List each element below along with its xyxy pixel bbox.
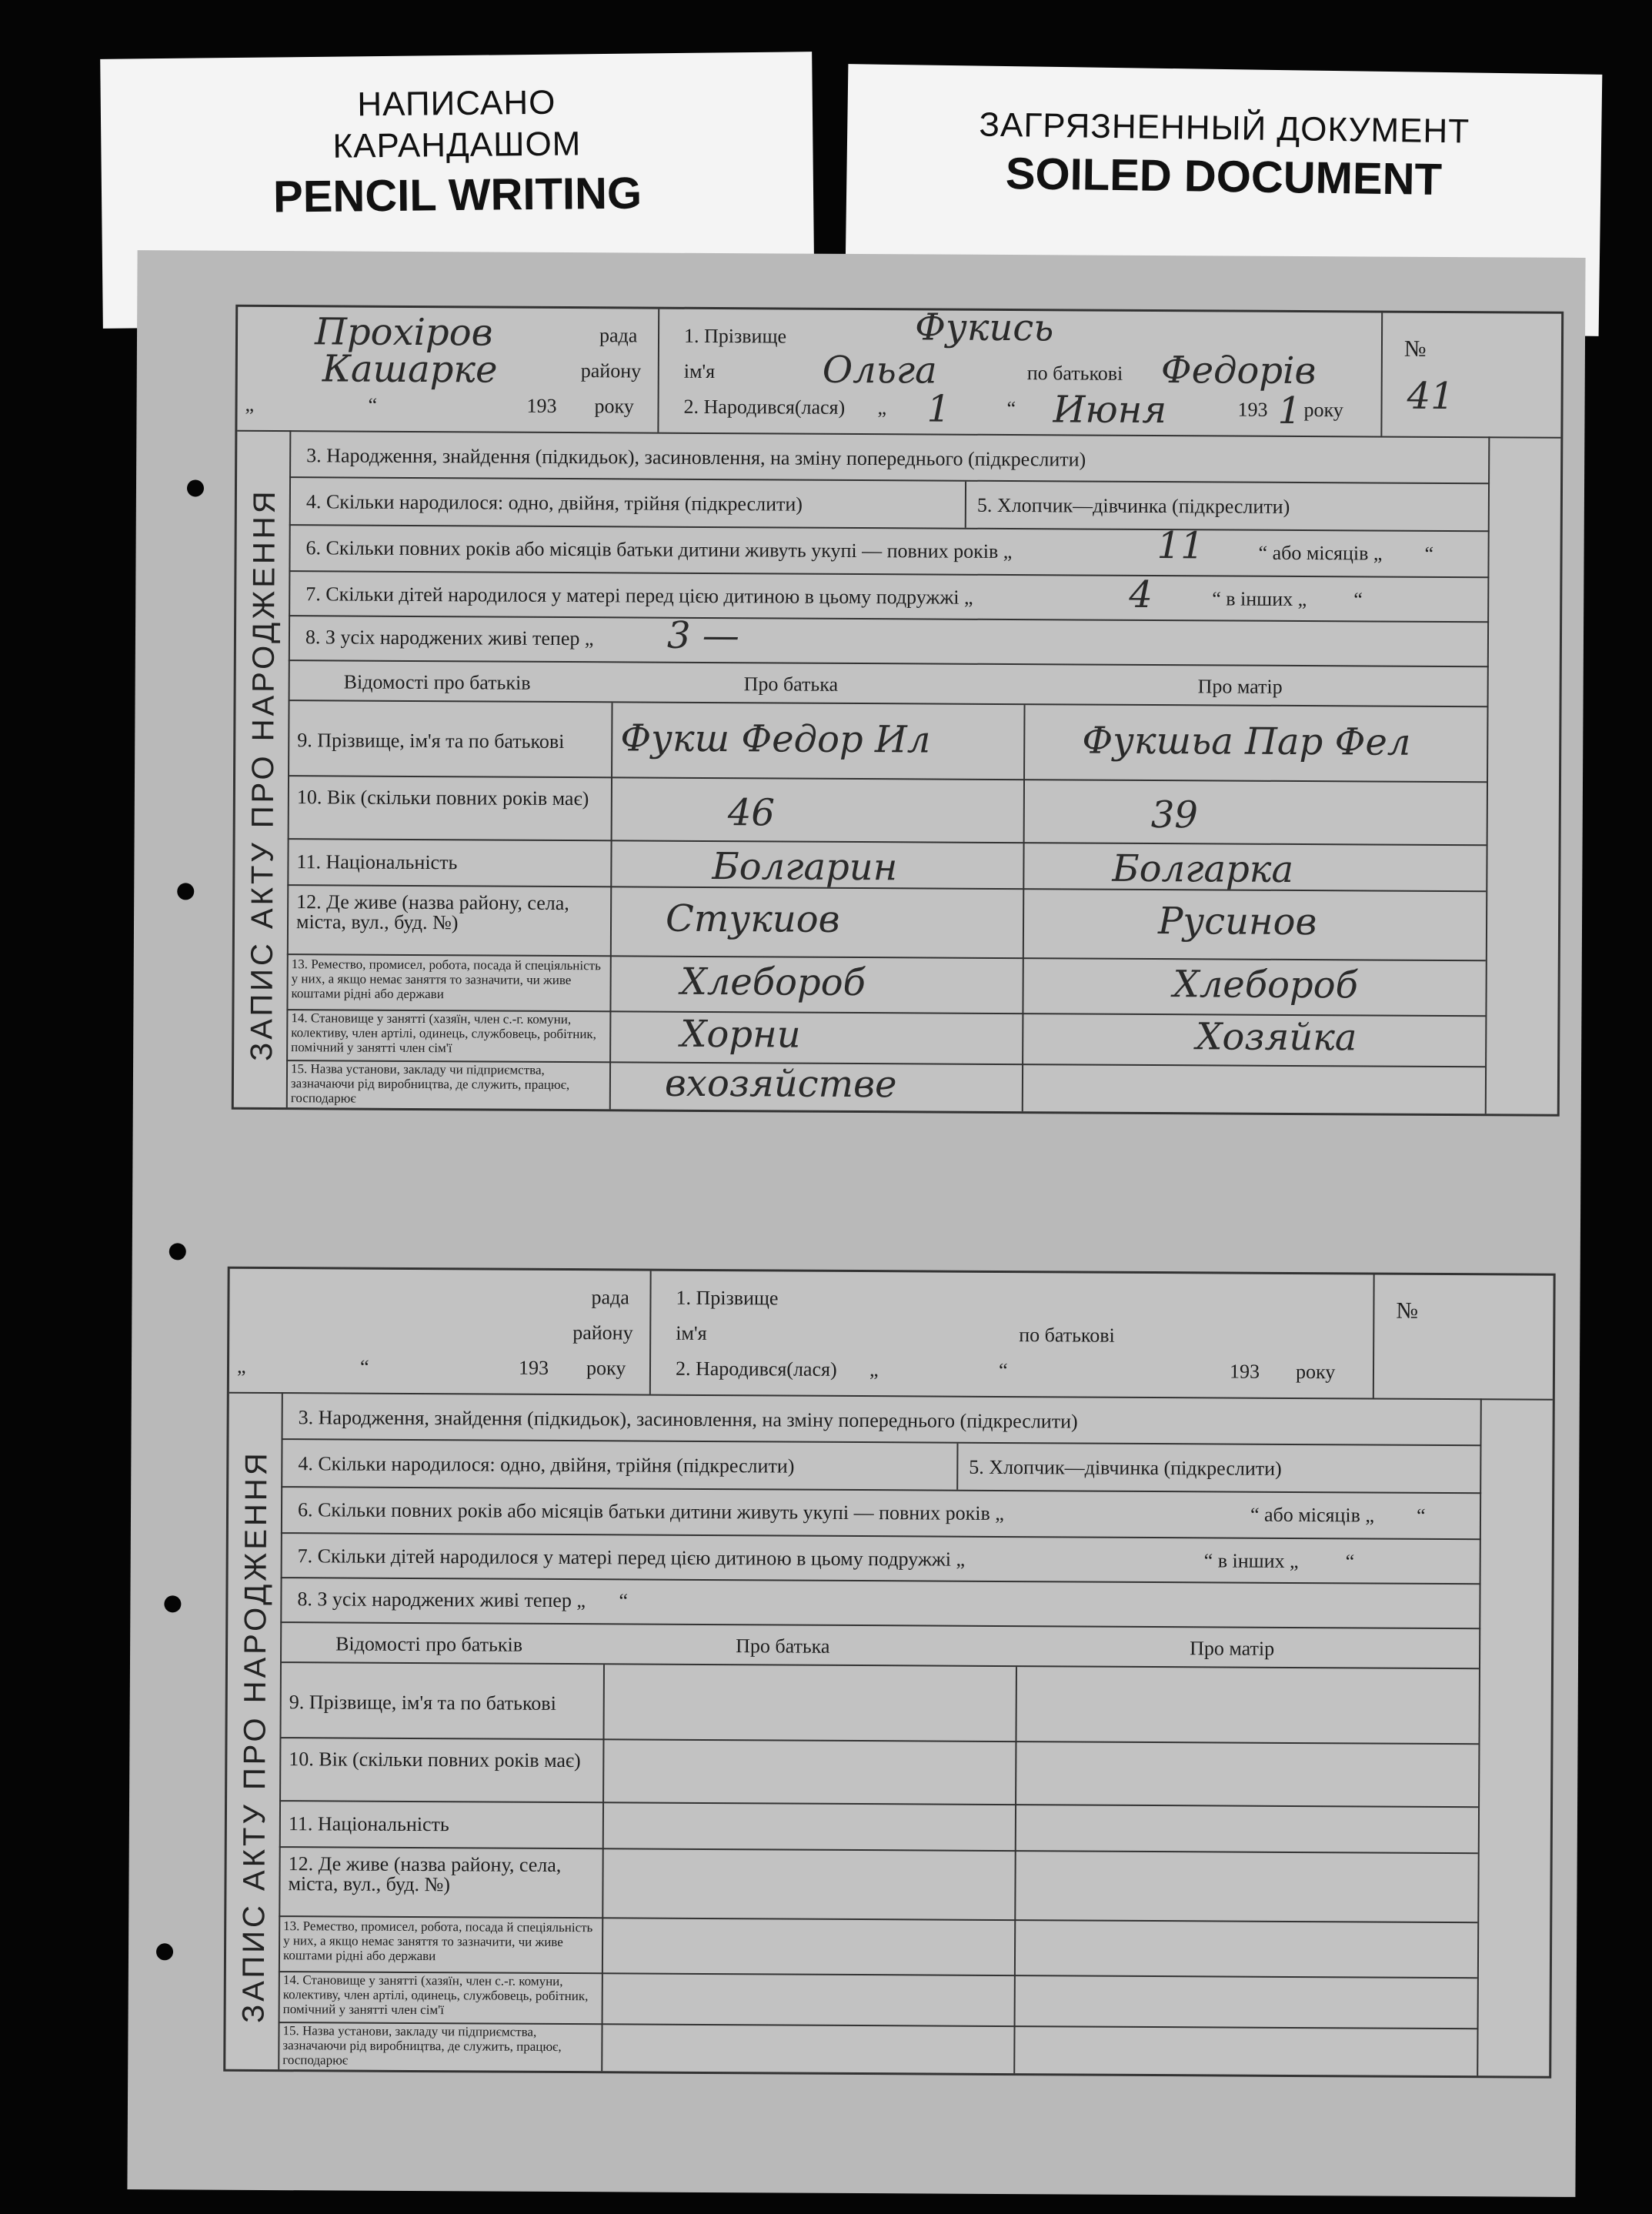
number-label: № [1396,1297,1419,1324]
row-6: 6. Скільки повних років або місяців батьки дитини живуть укупі — повних років „ [297,1498,1004,1525]
date-quote-open: „ [245,392,255,416]
date-quote-open: „ [236,1354,246,1377]
born-roku: року [1295,1360,1336,1384]
row-8-close: “ [619,1589,629,1612]
raion-label: району [572,1321,633,1344]
hw-children-before: 4 [1129,573,1153,617]
born-label: 2. Народився(лася) [675,1357,837,1381]
q13-label: 13. Ремество, промисел, робота, посада й спеціяльність у них, а якщо немає заняття то зазначити, чи живе коштами рідні або держави [291,957,601,1002]
hw-years-together: 11 [1156,524,1204,568]
hw-mother-position: Хозяйка [1196,1015,1357,1060]
roku-label: року [586,1357,626,1380]
hw-father-occupation: Хлебороб [680,960,866,1005]
hw-patronymic: Федорів [1160,349,1317,393]
col-info-header: Відомості про батьків [335,1632,523,1656]
rada-label: рада [591,1286,629,1309]
raion-label: району [580,359,642,382]
row-7-close: “ [1353,588,1363,611]
q11-label: 11. Національність [296,850,458,874]
row-7-others: “ в інших „ [1212,587,1307,611]
surname-label: 1. Прізвище [683,324,787,348]
col-father-header: Про батька [736,1635,830,1658]
q15-label: 15. Назва установи, закладу чи підприємства, зазначаючи рід виробництва, де служить, працює, господарює [282,2023,562,2068]
hw-surname: Фукись [914,306,1054,350]
row-6: 6. Скільки повних років або місяців батьки дитини живуть укупі — повних років „ [305,536,1013,563]
soiled-label-ru: ЗАГРЯЗНЕННЫЙ ДОКУМЕНТ [979,105,1470,151]
q15-label: 15. Назва установи, закладу чи підприємства, зазначаючи рід виробництва, де служить, працює, господарює [290,1061,570,1106]
punch-hole [164,1595,181,1612]
born-label: 2. Народився(лася) [683,395,846,419]
col-info-header: Відомості про батьків [343,670,531,694]
row-4: 4. Скільки народилося: одно, двійня, трійня (підкреслити) [305,490,803,516]
hw-father-institution: вхозяйстве [664,1061,897,1107]
q9-label: 9. Прізвище, ім'я та по батькові [289,1691,556,1715]
hw-mother-nationality: Болгарка [1112,847,1294,891]
roku-label: року [594,395,634,418]
pencil-label-en: PENCIL WRITING [272,168,642,222]
date-quote-close: “ [368,393,378,416]
hw-born-month: Июня [1053,388,1167,432]
rada-label: рада [599,324,638,347]
row-5: 5. Хлопчик—дівчинка (підкреслити) [969,1455,1282,1480]
row-3: 3. Народження, знайдення (підкидьок), засиновлення, на зміну попереднього (підкреслити) [306,444,1086,471]
soiled-label-en: SOILED DOCUMENT [1005,149,1443,205]
q10-label: 10. Вік (скільки повних років має) [289,1748,581,1772]
hw-born-day: 1 [926,387,951,431]
name-label: ім'я [676,1321,707,1344]
row-5: 5. Хлопчик—дівчинка (підкреслити) [976,493,1290,518]
name-label: ім'я [683,359,716,383]
col-mother-header: Про матір [1197,675,1283,698]
born-roku: року [1303,399,1343,422]
hw-rada: Прохіров [314,310,493,355]
date-quote-close: “ [359,1355,369,1378]
row-7-others: “ в інших „ [1203,1549,1299,1573]
q12-label: 12. Де живе (назва району, села, міста, вул., буд. №) [288,1852,562,1896]
row-8: 8. З усіх народжених живі тепер „ [305,626,594,650]
q13-label: 13. Ремество, промисел, робота, посада й спеціяльність у них, а якщо немає заняття то зазначити, чи живе коштами рідні або держави [282,1918,593,1964]
surname-label: 1. Прізвище [676,1286,779,1310]
patronymic-label: по батькові [1019,1324,1115,1347]
born-quote-close: “ [998,1358,1008,1382]
born-quote-close: “ [1006,397,1016,420]
pencil-label-ru-2: КАРАНДАШОМ [332,125,582,165]
row-6-months: “ або місяців „ [1258,541,1383,565]
hw-living: 3 — [666,613,739,658]
col-mother-header: Про матір [1190,1637,1275,1660]
row-7: 7. Скільки дітей народилося у матері перед цією дитиною в цьому подружжі „ [305,583,973,609]
hw-mother-name: Фукшьа Пар Фел [1082,719,1411,764]
punch-hole [169,1243,186,1260]
year-193: 193 [518,1356,549,1379]
born-quote-open: „ [877,396,887,419]
hw-born-year: 1 [1277,389,1302,433]
row-6-close: “ [1416,1504,1426,1527]
row-6-months: “ або місяців „ [1250,1503,1375,1527]
q14-label: 14. Становище у занятті (хазяїн, член с.-г. комуни, колективу, член артілі, одинець, службовець, робітник, помічний у занятті член сім'ї [291,1010,597,1056]
side-title: ЗАПИС АКТУ ПРО НАРОДЖЕННЯ [245,488,282,1062]
hw-raion: Кашарке [322,347,498,392]
hw-father-nationality: Болгарин [712,845,898,890]
born-quote-open: „ [869,1358,879,1381]
birth-record-form-1 [232,305,1564,1117]
hw-father-residence: Стукиов [665,897,840,941]
row-4: 4. Скільки народилося: одно, двійня, трійня (підкреслити) [298,1452,795,1478]
row-6-close: “ [1424,542,1434,565]
col-father-header: Про батька [743,673,839,696]
document-page [127,250,1585,2197]
hw-father-age: 46 [727,791,776,835]
q10-label: 10. Вік (скільки повних років має) [296,786,589,810]
hw-mother-residence: Русинов [1157,900,1317,944]
row-7: 7. Скільки дітей народилося у матері перед цією дитиною в цьому подружжі „ [297,1544,966,1571]
hw-mother-occupation: Хлебороб [1173,963,1359,1007]
q9-label: 9. Прізвище, ім'я та по батькові [297,729,565,753]
row-3: 3. Народження, знайдення (підкидьок), засиновлення, на зміну попереднього (підкреслити) [298,1406,1078,1433]
row-8: 8. З усіх народжених живі тепер „ [297,1588,586,1612]
row-7-close: “ [1345,1550,1355,1573]
q14-label: 14. Становище у занятті (хазяїн, член с.-г. комуни, колективу, член артілі, одинець, службовець, робітник, помічний у занятті член сім'ї [282,1972,589,2018]
birth-record-form-2 [223,1267,1555,2079]
q12-label: 12. Де живе (назва району, села, міста, вул., буд. №) [295,890,569,934]
punch-hole [177,883,194,900]
number-label: № [1403,336,1427,362]
year-193: 193 [526,394,557,417]
punch-hole [156,1943,173,1960]
born-year: 193 [1229,1360,1260,1383]
hw-father-position: Хорни [680,1012,801,1057]
q11-label: 11. Національність [288,1812,449,1836]
hw-father-name: Фукш Федор Ил [620,716,931,762]
hw-first-name: Ольга [822,348,937,392]
hw-mother-age: 39 [1150,793,1199,837]
punch-hole [187,479,204,496]
side-title: ЗАПИС АКТУ ПРО НАРОДЖЕННЯ [236,1450,274,2024]
patronymic-label: по батькові [1026,362,1123,385]
born-year: 193 [1237,398,1268,421]
pencil-label-ru-1: НАПИСАНО [357,83,556,124]
hw-number: 41 [1407,374,1454,419]
